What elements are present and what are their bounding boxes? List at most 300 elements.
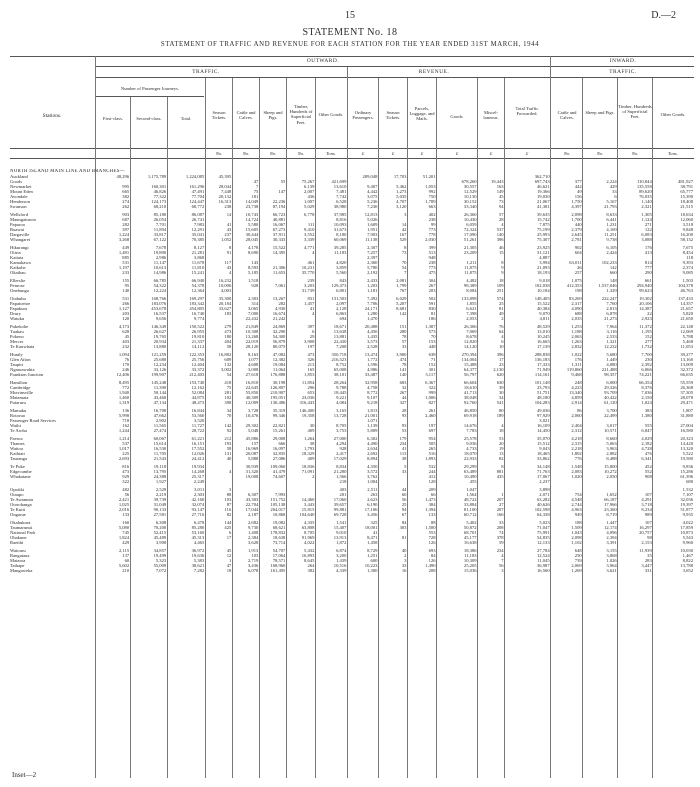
table-cell: 505 <box>428 441 436 446</box>
table-cell: 111 <box>307 222 315 227</box>
table-cell: 140 <box>496 232 504 237</box>
table-cell: 3,117 <box>425 372 436 377</box>
table-cell: 1,940 <box>118 390 130 395</box>
table-cell: 2,219 <box>155 492 167 497</box>
table-cell: 461 <box>307 260 315 265</box>
total-revenue-heading: Total Traffic Forwarded. <box>515 106 539 117</box>
station-name: Kaikohe <box>10 265 26 270</box>
table-cell: 41,479 <box>272 469 286 474</box>
table-cell: 4 <box>228 469 232 474</box>
table-cell: 773 <box>428 227 436 232</box>
station-name: Te Puke <box>10 464 25 469</box>
table-cell: 281 <box>224 390 232 395</box>
table-cell: 18,638 <box>272 535 286 540</box>
table-cell: 1,071 <box>367 418 378 423</box>
table-cell: 4,350 <box>367 464 378 469</box>
table-cell: 16,740 <box>191 311 205 316</box>
table-cell: 51,877 <box>680 507 693 512</box>
table-cell: 322 <box>428 385 436 390</box>
table-cell: 8,645 <box>304 558 315 563</box>
unit-pound-season: £ <box>391 151 395 156</box>
station-name: Te Awamutu <box>10 497 34 502</box>
table-cell: 7,701 <box>155 222 167 227</box>
table-cell: 16,537 <box>153 311 167 316</box>
table-cell: 33 <box>401 469 407 474</box>
table-cell: 74,607 <box>272 474 286 479</box>
table-cell: 475 <box>428 270 436 275</box>
table-cell: 133 <box>428 512 436 517</box>
station-name: Papatoetoe <box>10 301 31 306</box>
table-cell: 4,022 <box>682 520 693 525</box>
table-cell: 54,378 <box>191 283 205 288</box>
table-cell: 45 <box>498 194 504 199</box>
table-cell: 2 <box>501 316 504 321</box>
table-cell: 5,788 <box>682 334 693 339</box>
table-cell: 4 <box>228 270 232 275</box>
table-cell: 1,269 <box>571 568 582 573</box>
station-name: Mangaweka <box>10 568 33 573</box>
table-cell: 11,053 <box>680 344 693 349</box>
table-cell: 21,650 <box>680 316 693 321</box>
table-cell: 209 <box>428 487 436 492</box>
table-cell: 8,752 <box>336 362 347 367</box>
table-cell: 2,424 <box>606 250 617 255</box>
table-cell: 2,902 <box>155 418 167 423</box>
table-cell: 15,407 <box>333 525 347 530</box>
table-cell: 63,282 <box>537 497 550 502</box>
table-cell: 98,357 <box>604 372 617 377</box>
table-cell: 473 <box>224 329 232 334</box>
table-cell: 7,208 <box>336 344 347 349</box>
table-cell: 21,273 <box>604 316 617 321</box>
table-cell: 180 <box>224 334 232 339</box>
table-cell: 14,049 <box>245 199 259 204</box>
table-cell: 21,515 <box>680 204 693 209</box>
table-cell: 688 <box>574 311 582 316</box>
table-cell: 2,315 <box>571 441 582 446</box>
table-cell: 103 <box>251 553 259 558</box>
table-cell: 2,098 <box>571 535 582 540</box>
table-cell: 1,043 <box>571 530 582 535</box>
table-cell: 7,036 <box>641 390 652 395</box>
table-cell: 20,087 <box>245 451 259 456</box>
table-cell: 4,887 <box>539 255 550 260</box>
table-cell: 46,826 <box>153 189 167 194</box>
table-cell: 3,628 <box>247 540 259 545</box>
table-cell: 2,071 <box>539 492 550 497</box>
table-cell: 1,224,085 <box>185 174 205 179</box>
table-cell: 126,807 <box>270 385 286 390</box>
table-cell: 3,552 <box>304 232 315 237</box>
table-cell: 56 <box>401 497 407 502</box>
table-cell: 8 <box>501 260 504 265</box>
table-cell: 35,319 <box>272 408 286 413</box>
table-cell: 1,251 <box>367 553 378 558</box>
table-cell: 30,152 <box>463 199 477 204</box>
table-cell: 17,106 <box>364 507 378 512</box>
table-cell: 130,486 <box>270 400 286 405</box>
table-cell: 9,935 <box>682 512 693 517</box>
table-cell: 16,232 <box>218 278 232 283</box>
table-cell: 288,838 <box>534 352 550 357</box>
table-cell: 101,148 <box>534 380 550 385</box>
season-tickets-rev-heading: Season Tickets. <box>385 110 401 121</box>
table-cell: 18,671 <box>333 324 347 329</box>
table-cell: 473 <box>122 469 130 474</box>
table-cell: 160,301 <box>151 184 167 189</box>
table-cell: 11,653 <box>272 270 286 275</box>
table-cell: 4,397 <box>571 204 582 209</box>
station-name: Whangarei <box>10 237 31 242</box>
table-cell: 728 <box>428 535 436 540</box>
table-cell: 8,729 <box>367 548 378 553</box>
table-cell: 1,813 <box>367 408 378 413</box>
table-cell: 210,907 <box>270 390 286 395</box>
table-cell: 1,473 <box>425 497 436 502</box>
table-cell: 30,444 <box>245 232 259 237</box>
table-cell: 32,290 <box>272 329 286 334</box>
table-cell: 1,188 <box>571 329 582 334</box>
table-cell: 2,433 <box>367 278 378 283</box>
table-cell: 2,533 <box>606 334 617 339</box>
table-cell: 30,557 <box>463 184 477 189</box>
table-cell: 10,309 <box>463 558 477 563</box>
table-cell: 93,147 <box>191 507 205 512</box>
table-cell: 403 <box>122 339 130 344</box>
table-cell: 396 <box>496 352 504 357</box>
table-cell: 15,488 <box>463 362 477 367</box>
table-cell: 4,223 <box>571 385 582 390</box>
table-cell: 22,821 <box>272 423 286 428</box>
table-cell: 23,036 <box>301 395 315 400</box>
table-cell: 7,993 <box>275 492 286 497</box>
table-cell: 81 <box>498 306 504 311</box>
header-top-rule <box>10 56 694 57</box>
table-cell: 19,499 <box>153 553 167 558</box>
table-cell: 1,024 <box>641 400 652 405</box>
station-name: Glen Afton <box>10 357 31 362</box>
table-cell: 1,566 <box>336 474 347 479</box>
station-name: Okaihau <box>10 270 26 275</box>
table-cell: 1,609 <box>367 222 378 227</box>
table-cell: 1,264 <box>304 436 315 441</box>
table-cell: 13,880 <box>153 344 167 349</box>
table-cell: 41,381 <box>537 204 550 209</box>
table-cell: 150,522 <box>189 324 205 329</box>
table-cell: 66,635 <box>680 372 693 377</box>
table-cell: 59 <box>498 540 504 545</box>
table-cell: 19,765 <box>153 334 167 339</box>
table-cell: 1,020 <box>571 474 582 479</box>
table-cell: 10 <box>498 344 504 349</box>
table-cell: 18,001 <box>364 525 378 530</box>
table-cell: 409 <box>307 456 315 461</box>
unit-tons-goods: Tons. <box>326 151 336 156</box>
table-cell: 10,006 <box>218 283 232 288</box>
table-cell: 638 <box>428 352 436 357</box>
table-cell: 54,835 <box>537 535 550 540</box>
station-name: Dargaville <box>10 232 30 237</box>
table-cell: 71 <box>430 357 436 362</box>
table-cell: 6,078 <box>247 568 259 573</box>
table-cell: 3,868 <box>606 553 617 558</box>
table-cell: 7,398 <box>466 311 477 316</box>
table-cell: 1,329 <box>606 288 617 293</box>
table-cell: 169,297 <box>189 296 205 301</box>
table-cell: 15,605 <box>245 227 259 232</box>
table-cell: 91 <box>226 250 232 255</box>
table-cell: 16,969 <box>245 446 259 451</box>
table-cell: 16,882 <box>218 352 232 357</box>
table-cell: 10,430 <box>463 217 477 222</box>
table-cell: 7,481 <box>336 189 347 194</box>
table-cell: 4,608 <box>247 362 259 367</box>
table-cell: 31,121 <box>537 250 550 255</box>
table-cell: 75 <box>253 189 259 194</box>
table-cell: 1,467 <box>682 553 693 558</box>
table-cell: 413 <box>644 250 652 255</box>
table-cell: 17,966 <box>604 502 617 507</box>
table-cell: 75 <box>226 385 232 390</box>
table-cell: 5,468 <box>682 339 693 344</box>
table-cell: 2,218 <box>571 446 582 451</box>
table-cell: 82 <box>226 512 232 517</box>
table-cell: 271 <box>644 222 652 227</box>
table-cell: 11,854 <box>301 380 315 385</box>
station-name: Waihi <box>10 423 21 428</box>
goods-heading: Goods. <box>450 114 464 119</box>
table-cell: 212 <box>224 436 232 441</box>
table-cell: 8 <box>404 245 407 250</box>
station-name: Matamata <box>10 395 29 400</box>
table-cell: 1,077 <box>247 357 259 362</box>
table-cell: 2,097 <box>336 301 347 306</box>
table-cell: 18 <box>498 278 504 283</box>
table-cell: 5,023 <box>539 520 550 525</box>
table-cell: 8,690 <box>247 250 259 255</box>
table-cell: 26,368 <box>680 385 693 390</box>
table-cell: 429 <box>609 184 617 189</box>
table-cell: 14 <box>226 212 232 217</box>
table-cell: 12,406 <box>116 372 130 377</box>
table-cell: 3,021 <box>539 418 550 423</box>
table-cell: 10,571 <box>604 428 617 433</box>
table-cell: 1,231 <box>606 222 617 227</box>
table-cell: 64 <box>498 329 504 334</box>
table-cell: 1,855 <box>466 301 477 306</box>
table-cell: 58 <box>226 446 232 451</box>
table-cell: 4,859 <box>571 395 582 400</box>
table-cell: 697,743 <box>534 179 550 184</box>
table-cell: 16,674 <box>272 311 286 316</box>
table-cell: 954 <box>428 436 436 441</box>
table-cell: 48,180 <box>537 395 550 400</box>
table-cell: 65,008 <box>333 367 347 372</box>
table-cell: 827 <box>428 400 436 405</box>
table-cell: 1,075 <box>571 278 582 283</box>
table-cell: 168,766 <box>151 296 167 301</box>
table-cell: 97,929 <box>537 413 550 418</box>
table-cell: 665 <box>122 189 130 194</box>
table-cell: 21,280 <box>333 469 347 474</box>
table-cell: 75,199 <box>537 227 550 232</box>
table-cell: 11,045 <box>537 558 550 563</box>
table-cell: 23,925 <box>537 245 550 250</box>
unit-pound-ordinary: £ <box>361 151 365 156</box>
table-cell: 7,675 <box>682 245 693 250</box>
table-cell: 18,634 <box>680 212 693 217</box>
table-cell: 767 <box>399 288 407 293</box>
table-cell: 3,155 <box>606 548 617 553</box>
station-name: Ellerslie <box>10 278 26 283</box>
table-cell: 20,184 <box>218 301 232 306</box>
table-cell: 4,003 <box>220 288 232 293</box>
table-cell: 3,088 <box>641 237 652 242</box>
table-cell: 3,762 <box>367 474 378 479</box>
table-cell: 377 <box>574 179 582 184</box>
table-cell: 4,442 <box>367 189 378 194</box>
table-cell: 21,849 <box>245 324 259 329</box>
table-cell: 17,552 <box>191 446 205 451</box>
table-cell: 76,035 <box>639 194 652 199</box>
table-cell: 99,346 <box>272 413 286 418</box>
table-cell: 66,187 <box>604 497 617 502</box>
table-cell: 140 <box>399 372 407 377</box>
table-cell: 3 <box>404 558 407 563</box>
table-cell: 6,105 <box>606 245 617 250</box>
table-cell: 5,998 <box>118 413 130 418</box>
table-cell: 54,707 <box>272 548 286 553</box>
table-cell: 33 <box>401 563 407 568</box>
table-cell: 19,443 <box>490 179 504 184</box>
table-cell: 149 <box>496 189 504 194</box>
table-cell: 39,277 <box>680 352 693 357</box>
table-cell: 14,357 <box>680 301 693 306</box>
table-cell: 114,161 <box>534 372 550 377</box>
table-cell: 166 <box>496 512 504 517</box>
table-cell: 620 <box>496 372 504 377</box>
table-cell: 25,756 <box>191 357 205 362</box>
table-cell: 137,433 <box>678 296 693 301</box>
table-cell: 12,009 <box>245 400 259 405</box>
table-cell: 36,972 <box>191 548 205 553</box>
table-cell: 6,847 <box>641 428 652 433</box>
table-cell: 88 <box>430 520 436 525</box>
table-cell: 22,236 <box>272 199 286 204</box>
station-name: Mercer <box>10 339 24 344</box>
table-cell: 84 <box>430 553 436 558</box>
table-cell: 1,449 <box>606 357 617 362</box>
table-cell: 8,163 <box>247 352 259 357</box>
table-cell: 88 <box>226 492 232 497</box>
table-cell: 750 <box>428 194 436 199</box>
table-cell: 1,772 <box>367 357 378 362</box>
table-cell: 2,719 <box>247 558 259 563</box>
table-cell: 213 <box>307 362 315 367</box>
table-cell: 999 <box>428 390 436 395</box>
table-cell: 16,097 <box>272 446 286 451</box>
table-cell: 4,820 <box>336 260 347 265</box>
table-cell: 18,465 <box>537 451 550 456</box>
table-cell: 18 <box>498 428 504 433</box>
station-name: Thames <box>10 441 25 446</box>
table-cell: 35,070 <box>537 436 550 441</box>
table-cell: 2,379 <box>571 227 582 232</box>
unit-no-timber: No. <box>297 151 305 156</box>
table-cell: 56,879 <box>272 339 286 344</box>
table-cell: 5,580 <box>247 222 259 227</box>
table-cell: 277 <box>644 339 652 344</box>
table-cell: 279 <box>224 324 232 329</box>
table-cell: 473 <box>307 352 315 357</box>
table-cell: 17,067 <box>537 474 550 479</box>
table-cell: 6,307 <box>247 492 259 497</box>
table-cell: 21,067 <box>537 199 550 204</box>
table-cell: 73,714 <box>272 540 286 545</box>
table-cell: 11,894 <box>153 227 167 232</box>
table-cell: 45,886 <box>245 436 259 441</box>
table-cell: 67,273 <box>272 227 286 232</box>
table-cell: 21,657 <box>680 306 693 311</box>
table-cell: 4,733 <box>466 446 477 451</box>
table-cell: 1,140 <box>641 199 652 204</box>
table-cell: 124,447 <box>189 199 205 204</box>
table-cell: 17,029 <box>333 456 347 461</box>
table-cell: 1,224 <box>118 232 130 237</box>
table-cell: 8,834 <box>336 464 347 469</box>
table-cell: 207 <box>496 497 504 502</box>
table-cell: 7,230 <box>367 204 378 209</box>
table-cell: 19,580 <box>680 456 693 461</box>
table-cell: 23 <box>498 362 504 367</box>
table-cell: 44,875 <box>191 395 205 400</box>
table-cell: 739 <box>574 558 582 563</box>
table-cell: 32,372 <box>680 367 693 372</box>
table-cell: 10,613 <box>153 265 167 270</box>
table-cell: 22,704 <box>245 502 259 507</box>
table-cell: 3,964 <box>606 563 617 568</box>
table-cell: 261 <box>428 408 436 413</box>
station-name: Auckland <box>10 174 28 179</box>
footer-note: Inset—2 <box>12 771 37 779</box>
table-cell: 502 <box>428 296 436 301</box>
table-cell: 1,319 <box>118 400 130 405</box>
table-cell: 41 <box>401 446 407 451</box>
table-cell: 2,317 <box>571 301 582 306</box>
table-cell: 176 <box>644 245 652 250</box>
table-cell: 5,029 <box>304 204 315 209</box>
table-cell: 19 <box>498 446 504 451</box>
table-cell: 80 <box>498 408 504 413</box>
table-cell: 9 <box>501 270 504 275</box>
table-cell: 94 <box>498 204 504 209</box>
table-cell: 250 <box>574 553 582 558</box>
station-name: Waitoa <box>10 446 23 451</box>
table-cell: 1 <box>501 492 504 497</box>
table-cell: 22,148 <box>680 324 693 329</box>
table-cell: 27,618 <box>245 372 259 377</box>
table-cell: 1,197 <box>118 265 130 270</box>
table-cell: 8,234 <box>641 507 652 512</box>
table-cell: 11,939 <box>639 548 652 553</box>
table-cell: 2,083 <box>571 469 582 474</box>
table-cell: 745 <box>122 530 130 535</box>
table-cell: 32,835 <box>272 451 286 456</box>
station-name: Hamilton <box>10 380 28 385</box>
table-cell: 8,705 <box>304 530 315 535</box>
miscellaneous-heading: Miscel-laneous. <box>483 110 499 121</box>
table-cell: 418 <box>224 380 232 385</box>
